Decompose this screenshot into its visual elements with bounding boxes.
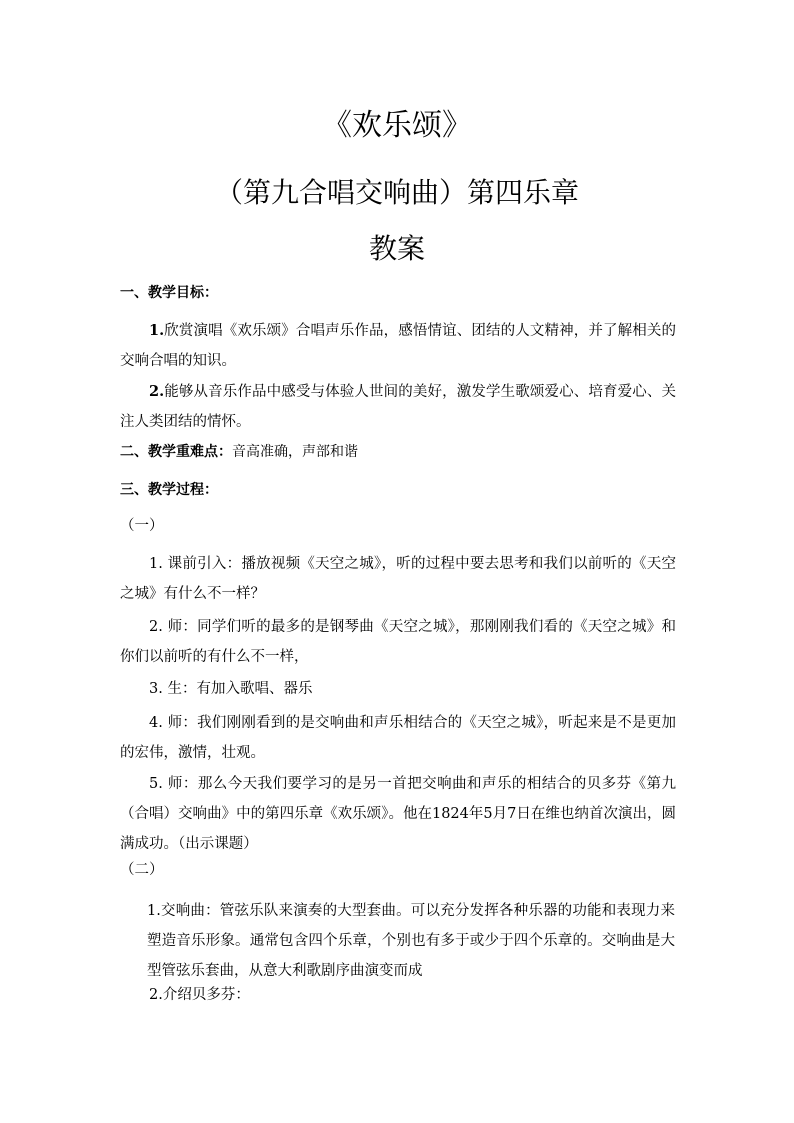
symphony-definition: 1.交响曲：管弦乐队来演奏的大型套曲。可以充分发挥各种乐器的功能和表现力来塑造音乐形象。通常包含四个乐章，个别也有多于或少于四个乐章的。交响曲是大型管弦乐套曲，从意大利歌剧序曲演变而成 [147, 903, 675, 979]
section-heading-objectives: 一、教学目标： [120, 285, 218, 301]
objective-item-1-text: 欣赏演唱《欢乐颂》合唱声乐作品，感悟情谊、团结的人文精神，并了解相关的交响合唱的知识。 [120, 323, 676, 369]
section-heading-process: 三、教学过程： [120, 482, 218, 498]
process-item-3: 3. 生：有加入歌唱、器乐 [149, 681, 313, 697]
process-item-1: 1. 课前引入：播放视频《天空之城》，听的过程中要去思考和我们以前听的《天空之城》有什么不一样？ [120, 556, 676, 602]
section-heading-key-points [120, 442, 358, 462]
objective-item-2 [120, 377, 676, 437]
beethoven-intro: 2.介绍贝多芬： [149, 987, 250, 1003]
part-marker-2: （二） [120, 862, 164, 878]
process-item-2: 2. 师：同学们听的最多的是钢琴曲《天空之城》，那刚刚我们看的《天空之城》和你们以前听的有什么不一样， [120, 619, 676, 665]
document-type: 教案 [368, 232, 425, 265]
document-subtitle: （第九合唱交响曲）第四乐章 [214, 176, 579, 209]
objective-item-2-number: 2. [149, 383, 165, 400]
document-title: 《欢乐颂》 [322, 108, 472, 143]
objective-item-2-text: 能够从音乐作品中感受与体验人世间的美好，激发学生歌颂爱心、培育爱心、关注人类团结的情怀。 [120, 384, 676, 430]
key-points-label: 二、教学重难点： [120, 444, 232, 460]
objective-item-1 [120, 316, 676, 376]
part-marker-1: （一） [120, 518, 164, 534]
process-item-5: 5. 师：那么今天我们要学习的是另一首把交响曲和声乐的相结合的贝多芬《第九（合唱）交响曲》中的第四乐章《欢乐颂》。他在1824年5月7日在维也纳首次演出，圆满成功。（出示课题） [120, 776, 676, 852]
key-points-text: 音高准确，声部和谐 [232, 444, 358, 460]
process-item-4: 4. 师：我们刚刚看到的是交响曲和声乐相结合的《天空之城》，听起来是不是更加的宏伟，激情，壮观。 [120, 715, 676, 761]
objective-item-1-number: 1. [149, 322, 165, 339]
